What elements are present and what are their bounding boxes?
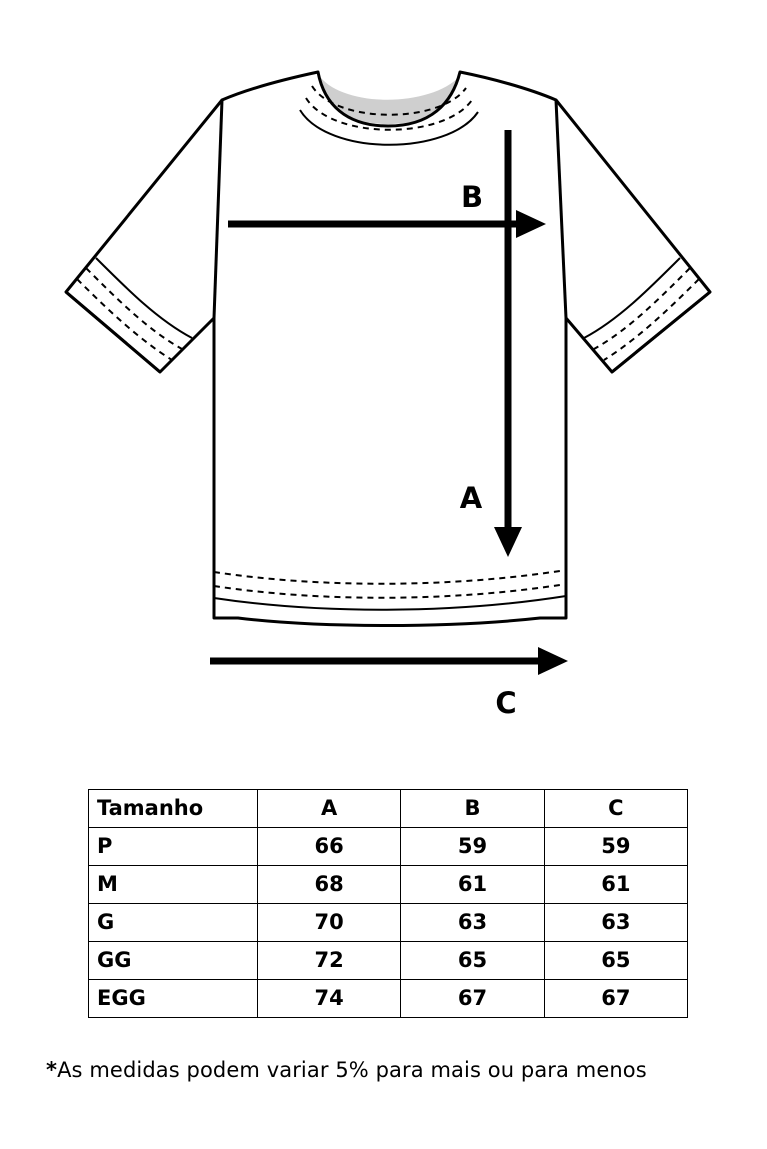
cell-b: 59 [401,828,544,866]
cell-c: 65 [544,942,687,980]
cell-size: G [89,904,258,942]
column-header-tamanho: Tamanho [89,790,258,828]
cell-c: 59 [544,828,687,866]
cell-a: 74 [258,980,401,1018]
size-table-wrapper [88,789,688,1018]
column-header-c: C [544,790,687,828]
cell-a: 68 [258,866,401,904]
label-c: C [495,686,517,720]
cell-size: P [89,828,258,866]
footnote-text: As medidas podem variar 5% para mais ou para menos [57,1058,647,1082]
cell-c: 63 [544,904,687,942]
cell-size: M [89,866,258,904]
cell-b: 65 [401,942,544,980]
footnote-star: * [46,1058,58,1082]
table-row [89,828,688,866]
cell-b: 61 [401,866,544,904]
table-row [89,904,688,942]
column-header-a: A [258,790,401,828]
table-header-row [89,790,688,828]
label-b: B [460,180,484,214]
cell-size: GG [89,942,258,980]
footnote [46,1058,647,1082]
column-header-b: B [401,790,544,828]
cell-a: 72 [258,942,401,980]
cell-c: 67 [544,980,687,1018]
cell-a: 70 [258,904,401,942]
size-table [88,789,688,1018]
cell-c: 61 [544,866,687,904]
table-row [89,866,688,904]
shirt-outline [66,72,710,626]
cell-size: EGG [89,980,258,1018]
table-row [89,980,688,1018]
label-a: A [459,481,483,515]
cell-a: 66 [258,828,401,866]
table-row [89,942,688,980]
cell-b: 67 [401,980,544,1018]
arrow-c-head [538,647,568,675]
cell-b: 63 [401,904,544,942]
